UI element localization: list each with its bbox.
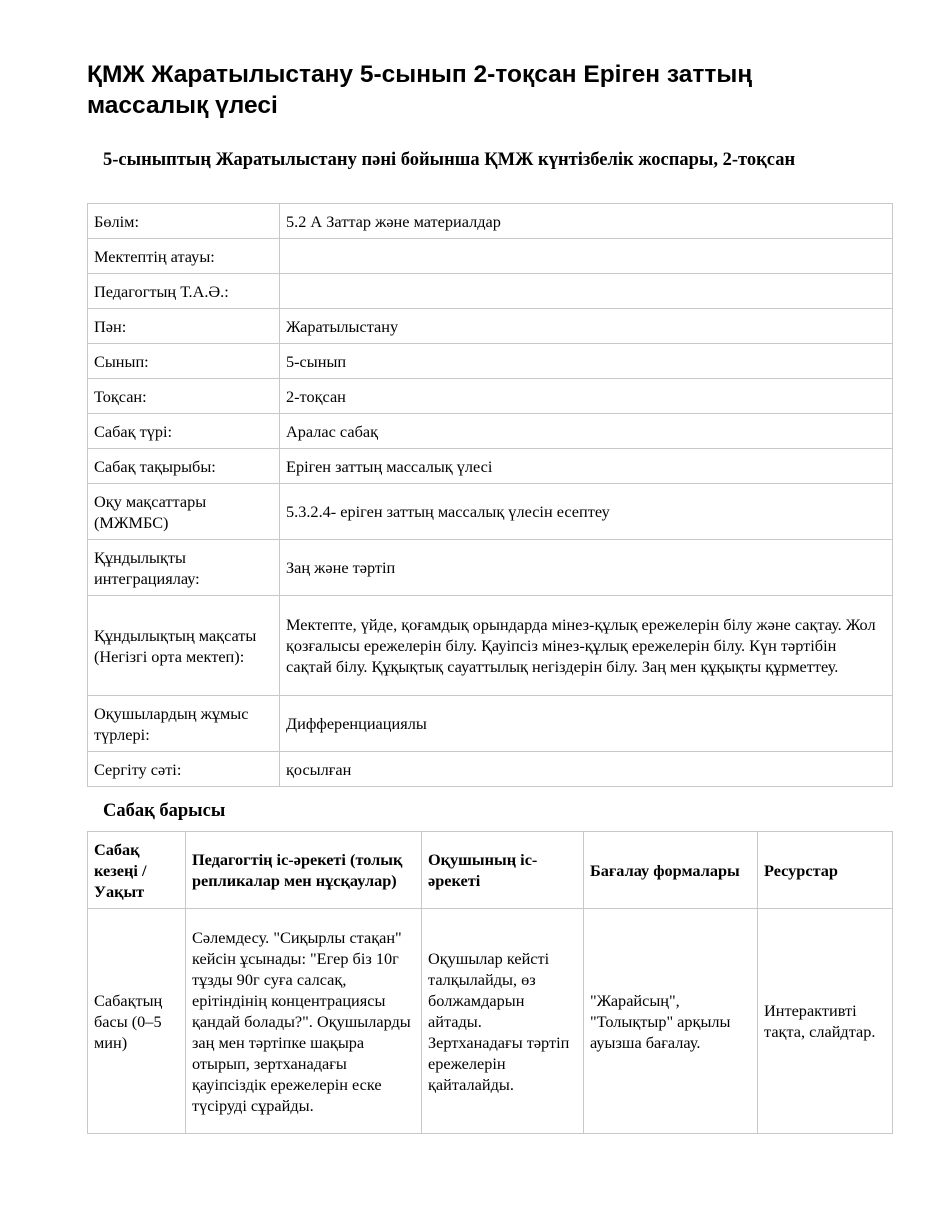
row-value: 5-сынып xyxy=(280,344,893,379)
row-label: Педагогтың Т.А.Ә.: xyxy=(88,274,280,309)
table-row xyxy=(88,344,893,379)
table-cell: Интерактивті тақта, слайдтар. xyxy=(758,909,893,1134)
row-label: Құндылықты интеграциялау: xyxy=(88,540,280,596)
table-header-row xyxy=(88,832,893,909)
table-row xyxy=(88,484,893,540)
row-label: Сабақ тақырыбы: xyxy=(88,449,280,484)
table-row xyxy=(88,239,893,274)
table-row xyxy=(88,540,893,596)
column-header: Ресурстар xyxy=(758,832,893,909)
row-value xyxy=(280,239,893,274)
table-row xyxy=(88,449,893,484)
row-value: қосылған xyxy=(280,752,893,787)
table-cell: Оқушылар кейсті талқылайды, өз болжамдарын айтады. Зертханадағы тәртіп ережелерін қайталайды. xyxy=(422,909,584,1134)
lesson-flow-table xyxy=(87,831,893,1134)
row-value: 5.3.2.4- еріген заттың массалық үлесін есептеу xyxy=(280,484,893,540)
row-label: Бөлім: xyxy=(88,204,280,239)
table-row xyxy=(88,752,893,787)
column-header: Сабақ кезеңі / Уақыт xyxy=(88,832,186,909)
table-cell: "Жарайсың", "Толықтыр" арқылы ауызша бағалау. xyxy=(584,909,758,1134)
row-label: Сабақ түрі: xyxy=(88,414,280,449)
table-cell: Сәлемдесу. "Сиқырлы стақан" кейсін ұсынады: "Егер біз 10г тұзды 90г суға салсақ, ерітіндінің концентрациясы қандай болады?". Оқушыларды заң мен тәртіпке шақыра отырып, зертханадағы қауіпсіздік ережелерін еске түсіруді сұрайды. xyxy=(186,909,422,1134)
row-label: Тоқсан: xyxy=(88,379,280,414)
row-value: Аралас сабақ xyxy=(280,414,893,449)
column-header: Бағалау формалары xyxy=(584,832,758,909)
row-label: Мектептің атауы: xyxy=(88,239,280,274)
row-value: 5.2 А Заттар және материалдар xyxy=(280,204,893,239)
column-header: Оқушының іс-әрекеті xyxy=(422,832,584,909)
table-row xyxy=(88,379,893,414)
row-value: Заң және тәртіп xyxy=(280,540,893,596)
lesson-info-table xyxy=(87,203,893,787)
column-header: Педагогтің іс-әрекеті (толық репликалар мен нұсқаулар) xyxy=(186,832,422,909)
lesson-flow-heading: Сабақ барысы xyxy=(103,801,226,821)
row-value: Еріген заттың массалық үлесі xyxy=(280,449,893,484)
plan-heading: 5-сыныптың Жаратылыстану пәні бойынша ҚМЖ күнтізбелік жоспары, 2-тоқсан xyxy=(103,150,796,170)
row-label: Пән: xyxy=(88,309,280,344)
table-row xyxy=(88,204,893,239)
table-cell: Сабақтың басы (0–5 мин) xyxy=(88,909,186,1134)
table-row xyxy=(88,274,893,309)
row-label: Сынып: xyxy=(88,344,280,379)
table-row xyxy=(88,909,893,1134)
row-label: Оқу мақсаттары (МЖМБС) xyxy=(88,484,280,540)
row-value: Дифференциациялы xyxy=(280,696,893,752)
row-label: Сергіту сәті: xyxy=(88,752,280,787)
row-value: Жаратылыстану xyxy=(280,309,893,344)
table-row xyxy=(88,309,893,344)
row-label: Оқушылардың жұмыс түрлері: xyxy=(88,696,280,752)
row-label: Құндылықтың мақсаты (Негізгі орта мектеп): xyxy=(88,596,280,696)
row-value: Мектепте, үйде, қоғамдық орындарда мінез-құлық ережелерін білу және сақтау. Жол қозғалысы ережелерін білу. Қауіпсіз мінез-құлық ережелерін білу. Күн тәртібін сақтай білу. Құқықтық сауаттылық негіздерін білу. Заң мен құқықты құрметтеу. xyxy=(280,596,893,696)
table-row xyxy=(88,596,893,696)
row-value xyxy=(280,274,893,309)
table-row xyxy=(88,696,893,752)
page-title: ҚМЖ Жаратылыстану 5-сынып 2-тоқсан Еріген заттың массалық үлесі xyxy=(87,61,753,119)
table-row xyxy=(88,414,893,449)
row-value: 2-тоқсан xyxy=(280,379,893,414)
